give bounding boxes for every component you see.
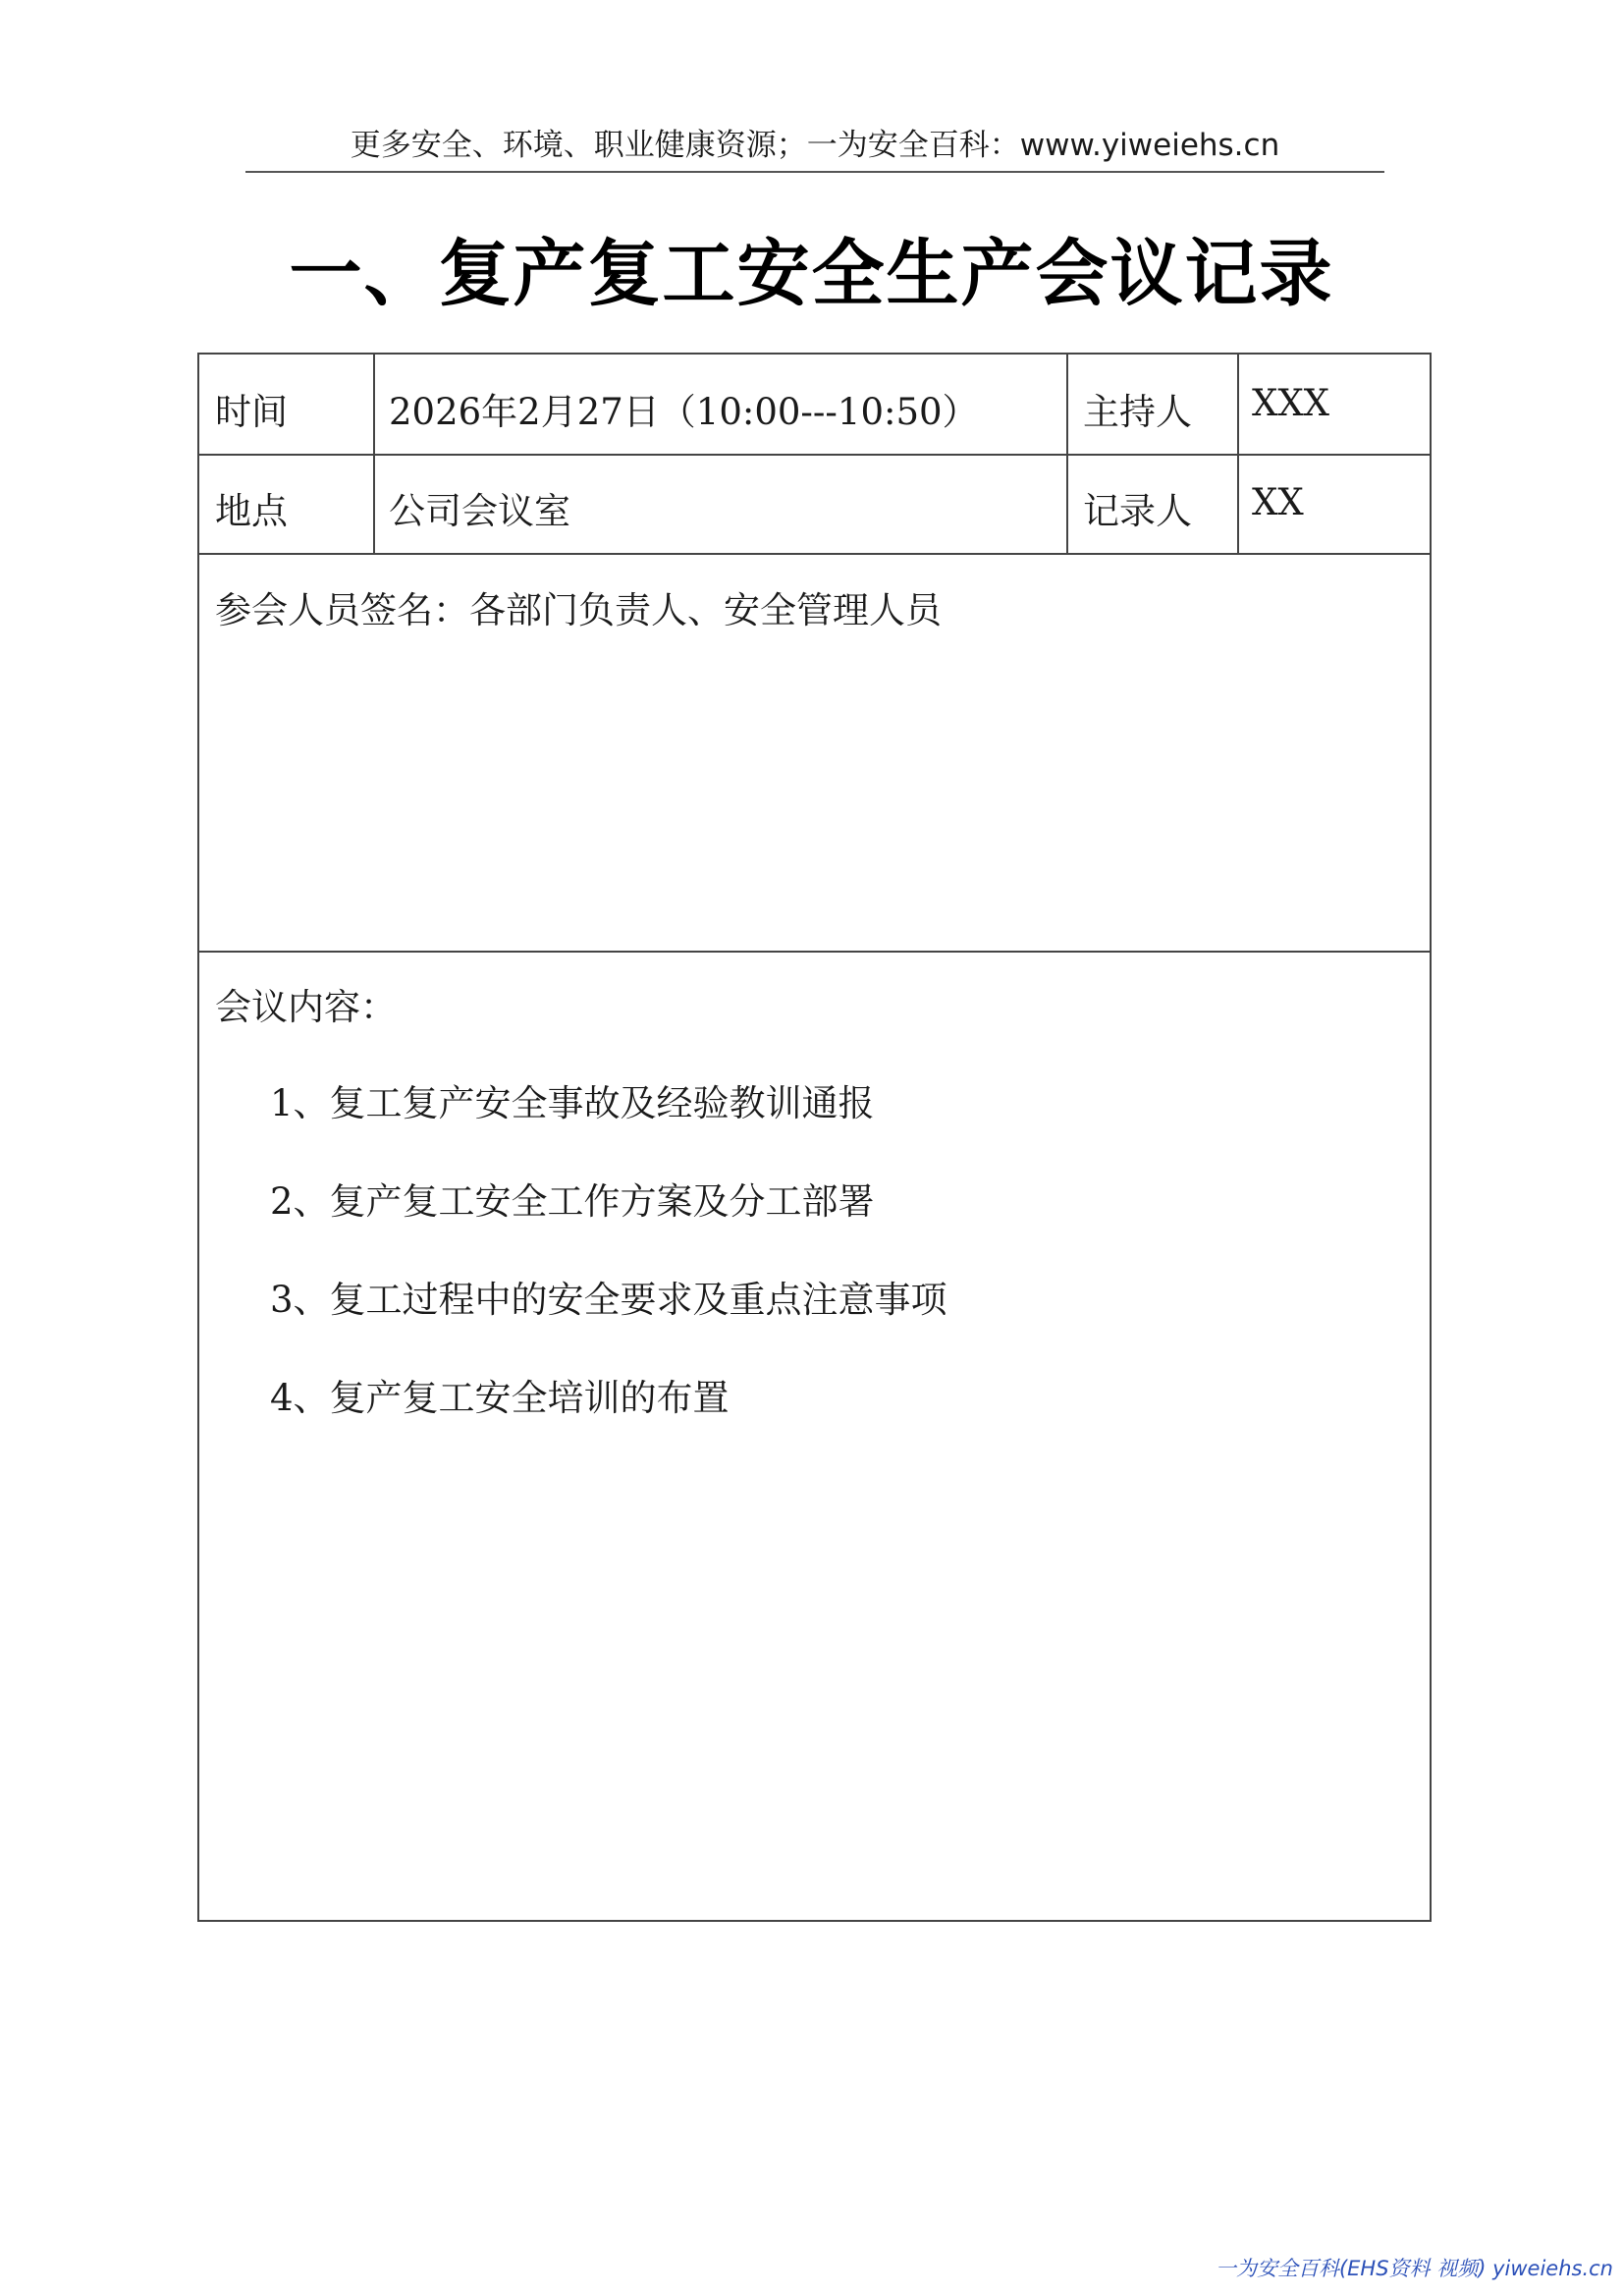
table-row-divider [199, 553, 1430, 555]
meeting-content-label: 会议内容： [215, 986, 397, 1028]
recorder-value: XX [1252, 481, 1304, 523]
meeting-record-table [197, 353, 1432, 1922]
content-list-item: 1、复工复产安全事故及经验教训通报 [270, 1082, 875, 1124]
host-label: 主持人 [1083, 391, 1192, 433]
time-label: 时间 [215, 391, 288, 433]
page-header-text: 更多安全、环境、职业健康资源；一为安全百科：www.yiweiehs.cn [350, 128, 1280, 163]
table-row-divider [199, 454, 1430, 456]
content-list-item: 2、复产复工安全工作方案及分工部署 [270, 1180, 875, 1223]
document-title: 一、复产复工安全生产会议记录 [289, 232, 1334, 316]
content-list-item: 3、复工过程中的安全要求及重点注意事项 [270, 1279, 947, 1321]
content-list-item: 4、复产复工安全培训的布置 [270, 1377, 730, 1419]
footer-watermark-text: 一为安全百科(EHS资料 视频) yiweiehs.cn [1215, 2257, 1613, 2280]
time-value: 2026年2月27日（10:00---10:50） [389, 391, 979, 433]
place-label: 地点 [215, 490, 288, 532]
host-value: XXX [1252, 382, 1330, 424]
table-row-divider [199, 951, 1430, 953]
attendees-signature-text: 参会人员签名：各部门负责人、安全管理人员 [215, 589, 942, 631]
recorder-label: 记录人 [1083, 490, 1192, 532]
header-divider [245, 171, 1384, 173]
place-value: 公司会议室 [389, 490, 570, 532]
